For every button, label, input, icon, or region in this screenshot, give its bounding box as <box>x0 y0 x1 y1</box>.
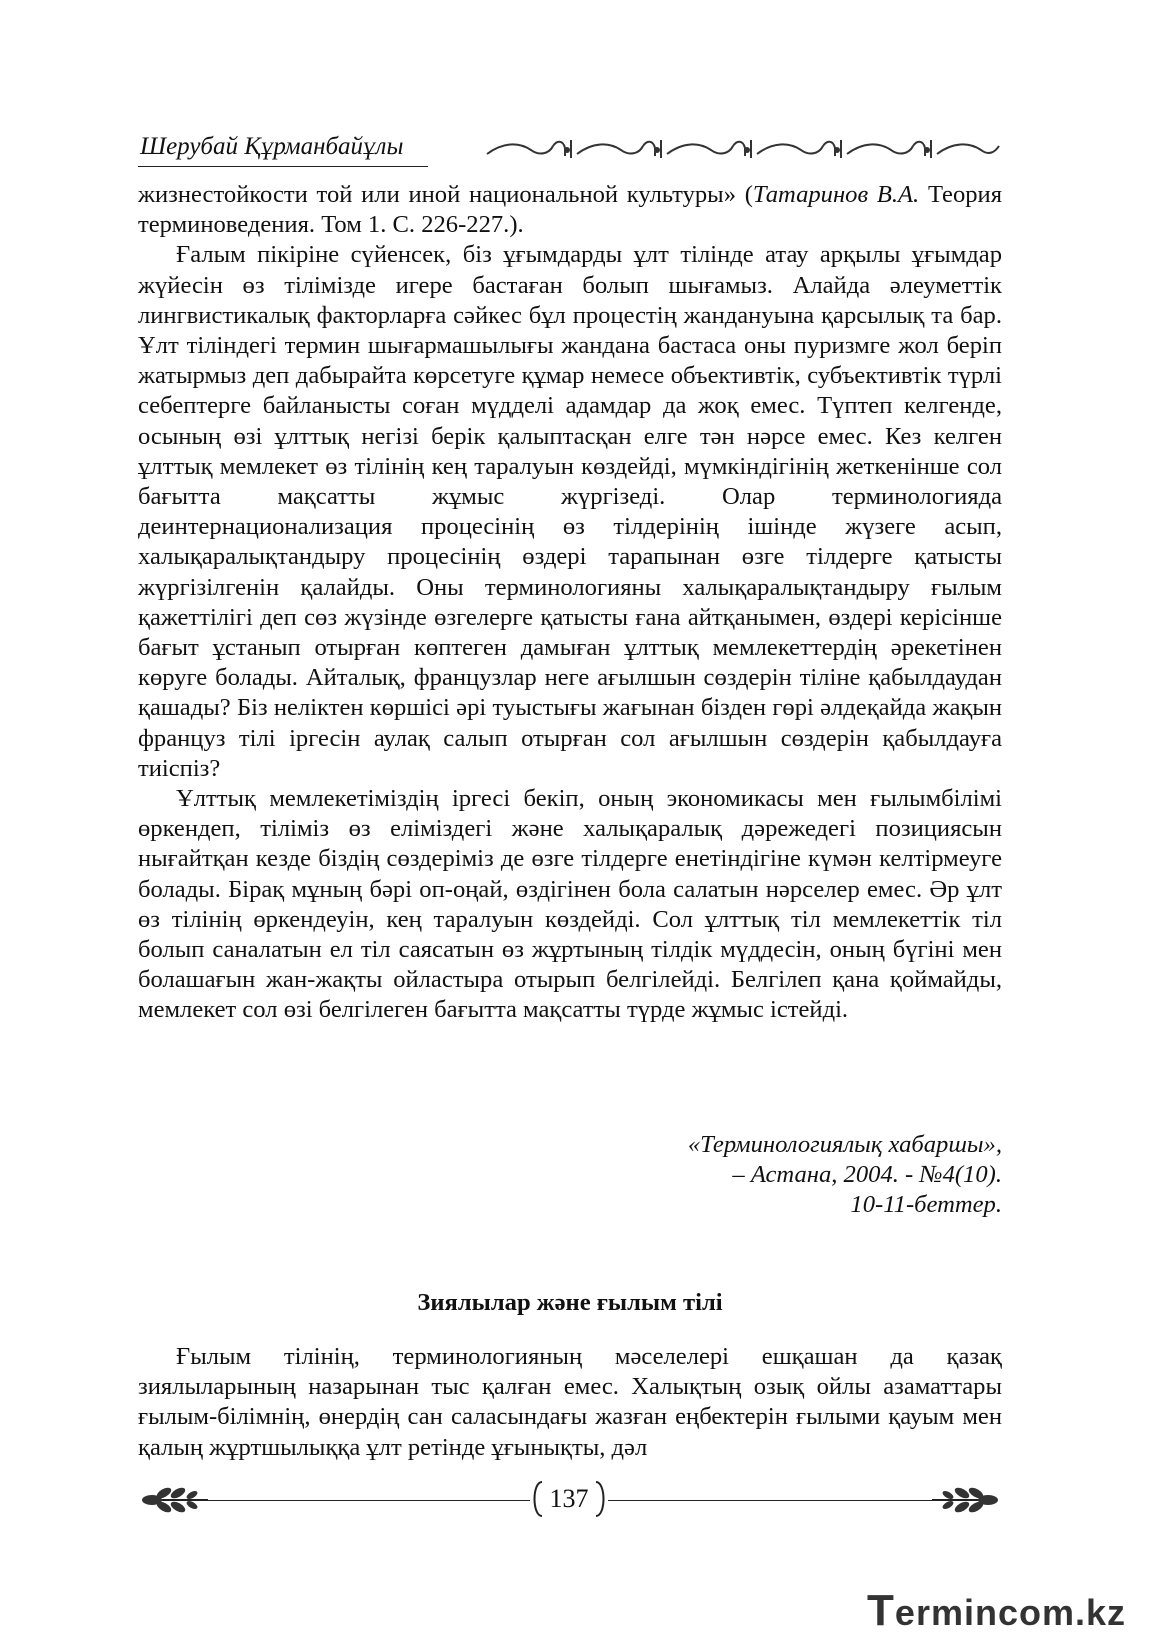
right-leaf-ornament-icon <box>930 1482 1002 1518</box>
section-title: Зиялылар және ғылым тілі <box>417 1289 723 1316</box>
page-footer <box>138 1478 1002 1522</box>
page-number <box>530 1480 608 1518</box>
paragraph: Ғалым пікіріне сүйенсек, біз ұғымдарды ұлт тілінде атау арқылы ұғымдар жүйесін өз тілімізде игере бастаған болып шығамыз. Алайда әлеуметтік лингвистикалық факторларға сәйкес бұл процестің жандануына қарсылық та бар. Ұлт тіліндегі термин шығармашылығы жандана бастаса оны пуризмге жол беріп жатырмыз деп дабырайта көрсетуге құмар немесе объективтік, субъективтік түрлі себептерге байланысты соған мүдделі адамдар да жоқ емес. Түптеп келгенде, осының өзі ұлттық негізі берік қалыптасқан елге тән нәрсе емес. Кез келген ұлттық мемлекет өз тілінің кең таралуын көздейді, мүмкіндігінің жеткенінше сол бағытта мақсатты жұмыс жүргізеді. Олар терминологияда деинтернационализация процесінің өз тілдерінің ішінде жүзеге асып, халықаралықтандыру процесінің өздері тарапынан өзге тілдерге қатысты жүргізілгенін қалайды. Оны терминологияны халықаралықтандыру ғылым қажеттілігі деп сөз жүзінде өзгелерге қатысты ғана айтқанымен, өздері керісінше бағыт ұстанып отырған көптеген дамыған ұлттық мемлекеттердің әрекетінен көруге болады. Айталық, французлар неге ағылшын сөздерін тіліне қабылдаудан қашады? Біз неліктен көршісі әрі туыстығы жағынан бізден гөрі әлдеқайда жақын француз тілі іргесін аулақ салып отырған сол ағылшын сөздерін қабылдауға тиіспіз? <box>138 241 1002 782</box>
footer-rule-right <box>608 1500 932 1501</box>
header-ornament-icon <box>483 136 1003 162</box>
site-watermark: Termincom.kz <box>867 1586 1126 1635</box>
header-rule <box>138 166 428 167</box>
footer-rule-left <box>208 1500 530 1501</box>
paragraph: Ғылым тілінің, терминологияның мәселелері ешқашан да қазақ зиялыларының назарынан тыс қалған емес. Халықтың озық ойлы азаматтары ғылым-білімнің, өнердің сан саласындағы жазған еңбектерін ғылыми қауым мен қалың жұртшылыққа ұлт ретінде ұғынықты, дәл <box>138 1343 1002 1461</box>
paragraph-continuation <box>138 180 1002 240</box>
citation-author: Татаринов В.А. <box>752 181 920 208</box>
source-line: «Терминологиялық хабаршы», <box>687 1131 1002 1158</box>
citation-text: жизнестойкости той или иной национальной культуры» ( <box>138 181 753 208</box>
section-text <box>138 1342 1002 1463</box>
page-number-text: 137 <box>549 1484 589 1513</box>
left-leaf-ornament-icon <box>138 1482 210 1518</box>
source-reference <box>688 1130 1002 1221</box>
author-name: Шерубай Құрманбайұлы <box>140 133 404 160</box>
paragraph: Ұлттық мемлекетіміздің іргесі бекіп, оның экономикасы мен ғылымбілімі өркендеп, тіліміз өз еліміздегі және халықаралық дәрежедегі позициясын нығайтқан кезде біздің сөздеріміз де өзге тілдерге енетіндігіне күмән келтірмеуге болады. Бірақ мұның бәрі оп-оңай, өздігінен бола салатын нәрселер емес. Әр ұлт өз тілінің өркендеуін, кең таралуын көздейді. Сол ұлттық тіл мемлекеттік тіл болып саналатын ел тіл саясатын өз жұртының тілдік мүддесін, оның бүгіні мен болашағын жан-жақты ойластыра отырып белгілейді. Белгілеп қана қоймайды, мемлекет сол өзі белгілеген бағытта мақсатты түрде жұмыс істейді. <box>138 785 1002 1024</box>
source-line: 10-11-беттер. <box>850 1191 1002 1219</box>
running-header <box>138 132 1002 168</box>
source-line: – Астана, 2004. - №4(10). <box>732 1161 1002 1189</box>
citation-text-end: Теория терминоведения. Том 1. С. 226-227.). <box>138 181 1003 239</box>
main-text <box>138 180 1002 1026</box>
